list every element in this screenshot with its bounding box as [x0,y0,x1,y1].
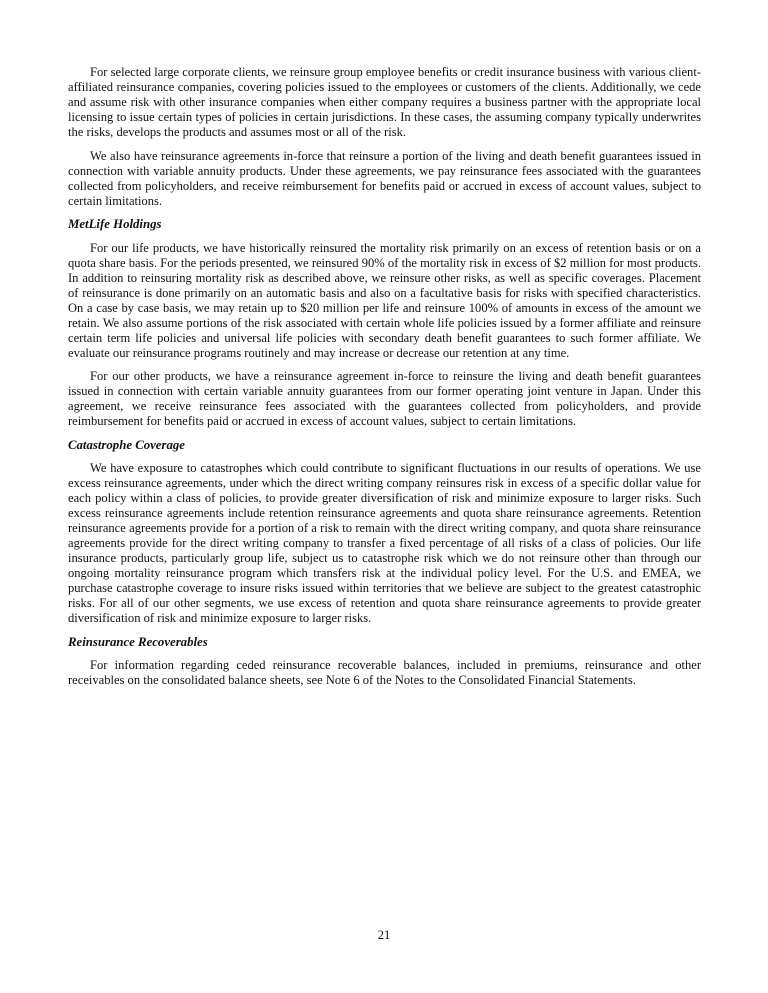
paragraph: For information regarding ceded reinsurance recoverable balances, included in premiums, reinsurance and other receivables on the consolidated balance sheets, see Note 6 of the Notes to the Consolidated Financial Statements. [68,658,701,687]
document-body [68,65,701,697]
paragraph: We also have reinsurance agreements in-force that reinsure a portion of the living and death benefit guarantees issued in connection with variable annuity products. Under these agreements, we pay reinsurance fees associated with the guarantees collected from policyholders, and receive reimbursement for benefits paid or accrued in excess of account values, subject to certain limitations. [68,148,701,208]
section-heading-catastrophe-coverage: Catastrophe Coverage [68,437,185,452]
paragraph: For our life products, we have historically reinsured the mortality risk primarily on an excess of retention basis or on a quota share basis. For the periods presented, we reinsured 90% of the mortality risk in excess of $2 million for most products. In addition to reinsuring mortality risk as described above, we reinsure other risks, as well as specific coverages. Placement of reinsurance is done primarily on an automatic basis and also on a facultative basis for risks with specified characteristics. On a case by case basis, we may retain up to $20 million per life and reinsure 100% of amounts in excess of the amount we retain. We also assume portions of the risk associated with certain whole life policies issued by a former affiliate and reinsure certain term life policies and universal life policies with secondary death benefit guarantees to such former affiliate. We evaluate our reinsurance programs routinely and may increase or decrease our retention at any time. [68,240,701,360]
paragraph: For selected large corporate clients, we reinsure group employee benefits or credit insurance business with various client-affiliated reinsurance companies, covering policies issued to the employees or customers of the clients. Additionally, we cede and assume risk with other insurance companies when either company requires a business partner with the appropriate local licensing to issue certain types of policies in certain jurisdictions. In these cases, the assuming company typically underwrites the risks, develops the products and assumes most or all of the risk. [68,65,701,139]
paragraph: For our other products, we have a reinsurance agreement in-force to reinsure the living and death benefit guarantees issued in connection with certain variable annuity guarantees from our former operating joint venture in Japan. Under this agreement, we receive reinsurance fees associated with the guarantees collected from policyholders, and provide reimbursement for benefits paid or accrued in excess of account values, subject to certain limitations. [68,369,701,428]
paragraph: We have exposure to catastrophes which could contribute to significant fluctuations in our results of operations. We use excess reinsurance agreements, under which the direct writing company reinsures risk in excess of a specific dollar value for each policy within a class of policies, to provide greater diversification of risk and minimize exposure to larger risks. Such excess reinsurance agreements include retention reinsurance agreements and quota share reinsurance agreements. Retention reinsurance agreements provide for a portion of a risk to remain with the direct writing company, and quota share reinsurance agreements provide for the direct writing company to transfer a fixed percentage of all risks of a class of policies. Our life insurance products, particularly group life, subject us to catastrophe risk which we do not reinsure other than through our ongoing mortality reinsurance program which transfers risk at the individual policy level. For the U.S. and EMEA, we purchase catastrophe coverage to insure risks issued within territories that we believe are subject to the greatest catastrophic risks. For all of our other segments, we use excess of retention and quota share reinsurance agreements to provide greater diversification of risk and minimize exposure to larger risks. [68,461,701,625]
page-number: 21 [377,928,391,942]
section-heading-reinsurance-recoverables: Reinsurance Recoverables [68,634,208,649]
section-heading-metlife-holdings: MetLife Holdings [68,217,162,231]
